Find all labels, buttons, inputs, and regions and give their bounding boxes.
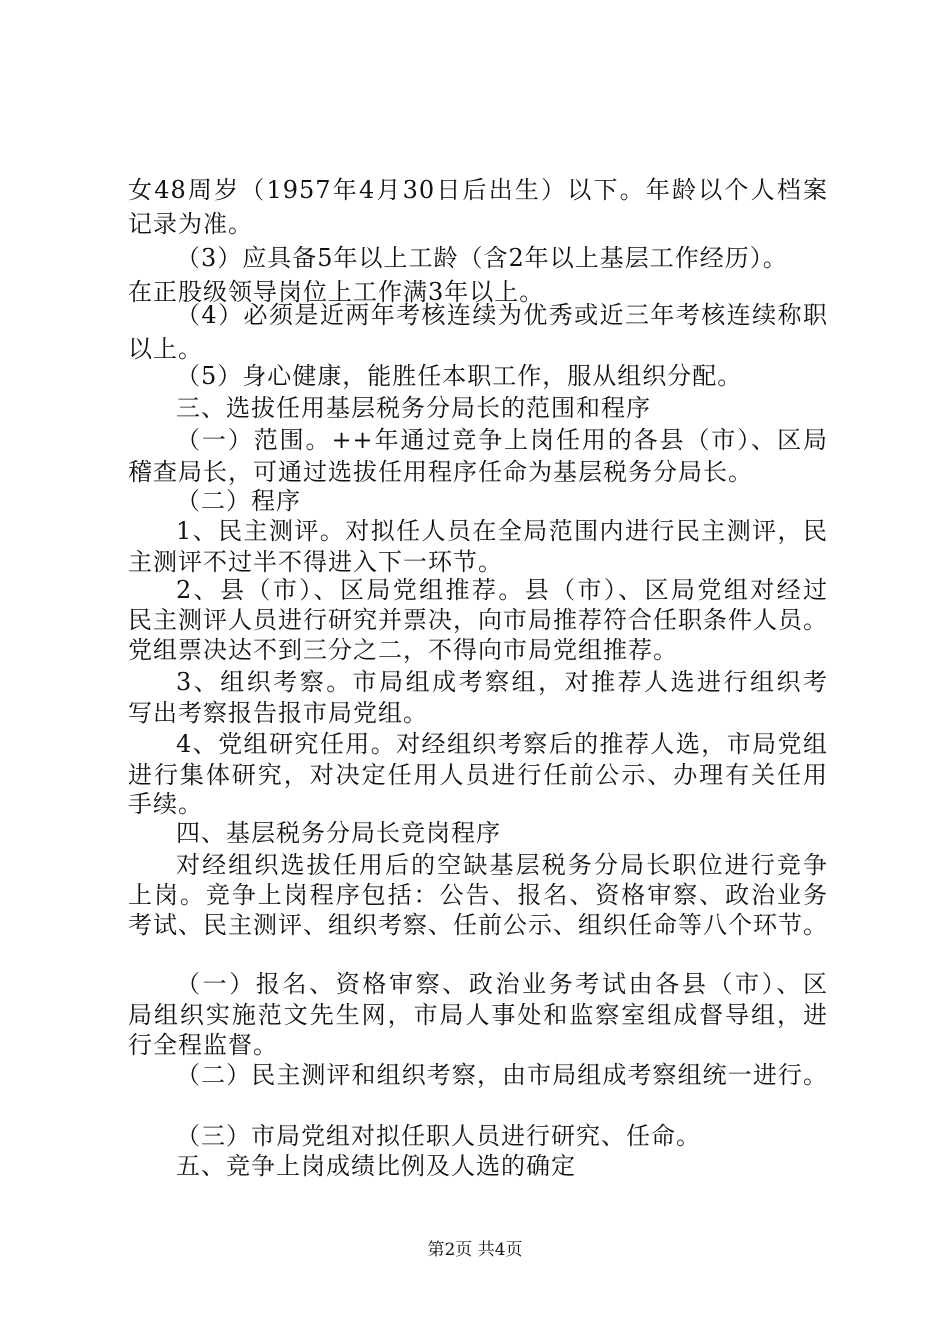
text-line: 党组票决达不到三分之二，不得向市局党组推荐。 (128, 636, 678, 664)
text-line: 2、县（市）、区局党组推荐。县（市）、区局党组对经过 (176, 576, 828, 604)
text-line: 主测评不过半不得进入下一环节。 (128, 548, 503, 576)
text-line: 局组织实施范文先生网，市局人事处和监察室组成督导组，进 (128, 1001, 828, 1029)
text-line: （4）必须是近两年考核连续为优秀或近三年考核连续称职 (176, 301, 828, 329)
text-line: 记录为准。 (128, 210, 253, 238)
text-line: 写出考察报告报市局党组。 (128, 699, 428, 727)
text-line: 行全程监督。 (128, 1031, 278, 1059)
text-line: （二）民主测评和组织考察，由市局组成考察组统一进行。 (176, 1061, 828, 1089)
text-line: 3、组织考察。市局组成考察组，对推荐人选进行组织考 (176, 668, 828, 696)
text-line: 对经组织选拔任用后的空缺基层税务分局长职位进行竞争 (176, 851, 828, 879)
text-line: 女48周岁（1957年4月30日后出生）以下。年龄以个人档案 (128, 176, 828, 204)
text-line: 以上。 (128, 335, 203, 363)
text-line: （一）报名、资格审察、政治业务考试由各县（市）、区 (176, 970, 828, 998)
text-line: （3）应具备5年以上工龄（含2年以上基层工作经历）。 (176, 244, 788, 272)
text-line: 进行集体研究，对决定任用人员进行任前公示、办理有关任用 (128, 761, 828, 789)
text-line: 上岗。竞争上岗程序包括：公告、报名、资格审察、政治业务 (128, 881, 828, 909)
text-line: 民主测评人员进行研究并票决，向市局推荐符合任职条件人员。 (128, 606, 828, 634)
text-line: 1、民主测评。对拟任人员在全局范围内进行民主测评，民 (176, 517, 828, 545)
text-line: （三）市局党组对拟任职人员进行研究、任命。 (176, 1122, 701, 1150)
text-line: （5）身心健康，能胜任本职工作，服从组织分配。 (176, 362, 743, 390)
text-line: 考试、民主测评、组织考察、任前公示、组织任命等八个环节。 (128, 911, 828, 939)
text-line: 在正股级领导岗位上工作满3年以上。 (128, 278, 545, 306)
section-heading: 四、基层税务分局长竞岗程序 (176, 819, 501, 847)
section-heading: 三、选拔任用基层税务分局长的范围和程序 (176, 394, 651, 422)
text-line: （二）程序 (176, 487, 301, 515)
page-footer: 第2页 共4页 (427, 1240, 523, 1260)
section-heading: 五、竞争上岗成绩比例及人选的确定 (176, 1152, 576, 1180)
text-line: 4、党组研究任用。对经组织考察后的推荐人选，市局党组 (176, 730, 828, 758)
text-line: 手续。 (128, 790, 203, 818)
text-line: 稽查局长，可通过选拔任用程序任命为基层税务分局长。 (128, 458, 753, 486)
text-line: （一）范围。++年通过竞争上岗任用的各县（市）、区局 (176, 426, 828, 454)
